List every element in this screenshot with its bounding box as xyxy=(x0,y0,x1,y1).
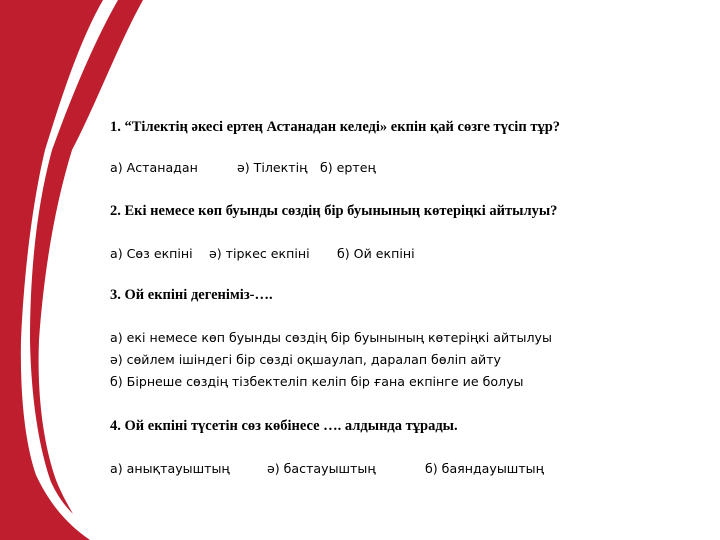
answers-1 xyxy=(110,160,376,175)
answers-4 xyxy=(110,461,544,476)
question-3: 3. Ой екпіні дегеніміз-…. xyxy=(110,287,273,303)
option-2a: а) Сөз екпіні xyxy=(110,246,193,261)
question-4: 4. Ой екпіні түсетін сөз көбінесе …. алдында тұрады. xyxy=(110,418,458,434)
option-4c: б) баяндауыштың xyxy=(425,461,544,476)
option-1b: ә) Тілектің xyxy=(237,160,308,175)
option-3a: а) екі немесе көп буынды сөздің бір буынының көтеріңкі айтылуы xyxy=(110,330,552,345)
option-4a: а) анықтауыштың xyxy=(110,461,230,476)
option-2c: б) Ой екпіні xyxy=(337,246,415,261)
option-3c: б) Бірнеше сөздің тізбектеліп келіп бір ғана екпінге ие болуы xyxy=(110,374,524,389)
question-2: 2. Екі немесе көп буынды сөздің бір буынының көтеріңкі айтылуы? xyxy=(110,203,558,219)
answers-2 xyxy=(110,246,415,261)
option-2b: ә) тіркес екпіні xyxy=(209,246,310,261)
question-1: 1. “Тілектің әкесі ертең Астанадан келеді» екпін қай сөзге түсіп тұр? xyxy=(110,119,561,135)
option-1c: б) ертең xyxy=(320,160,376,175)
option-3b: ә) сөйлем ішіндегі бір сөзді оқшаулап, даралап бөліп айту xyxy=(110,352,502,367)
option-4b: ә) бастауыштың xyxy=(267,461,376,476)
option-1a: а) Астанадан xyxy=(110,160,198,175)
